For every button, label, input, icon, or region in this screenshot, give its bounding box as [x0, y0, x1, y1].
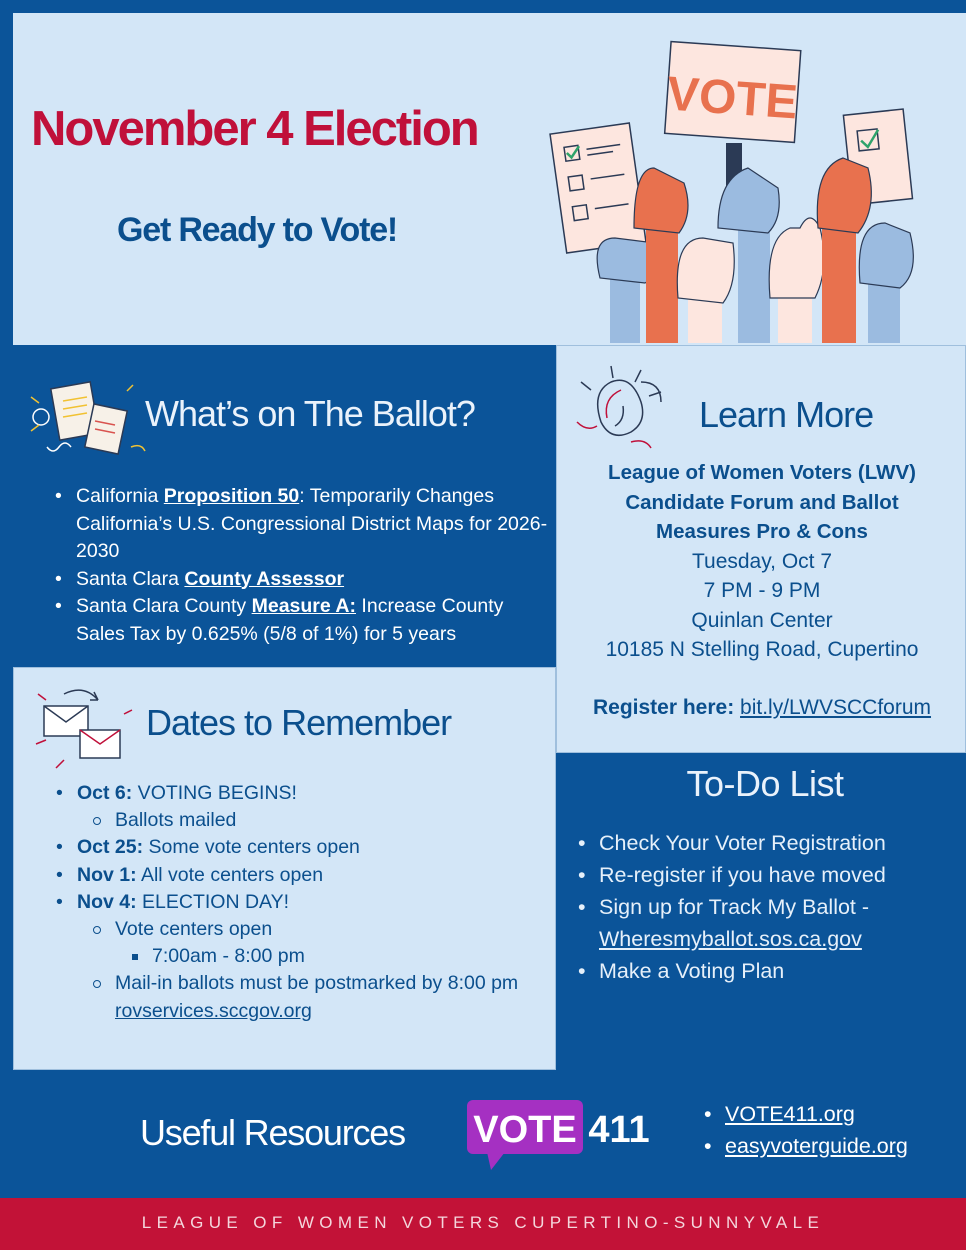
- vote411-logo[interactable]: [467, 1100, 657, 1175]
- todo-list: [574, 827, 964, 987]
- learn-more-heading: Learn More: [699, 394, 874, 435]
- resource-item-vote411: [700, 1098, 960, 1130]
- todo-item-check-registration: • Check Your Voter Registration: [574, 827, 964, 859]
- footer-bar: [0, 1198, 966, 1250]
- forum-venue: Quinlan Center: [691, 608, 833, 632]
- vote411-logo-number: 411: [588, 1109, 650, 1151]
- clapping-hands-icon: [571, 362, 671, 458]
- dates-heading: Dates to Remember: [146, 702, 452, 743]
- date-nov4-mail-in: Mail-in ballots must be postmarked by 8:00 pm rovservices.sccgov.org: [52, 970, 552, 1024]
- date-oct6-sub: Ballots mailed: [52, 807, 552, 834]
- county-assessor-link[interactable]: County Assessor: [184, 567, 345, 590]
- measure-a-link[interactable]: Measure A:: [251, 595, 357, 617]
- raised-hands-voting-illustration: [538, 28, 918, 343]
- page-title: November 4 Election: [31, 102, 478, 156]
- forum-address: 10185 N Stelling Road, Cupertino: [605, 638, 919, 661]
- date-nov4-vote-centers: Vote centers open: [52, 916, 552, 943]
- todo-item-reregister: • Re-register if you have moved: [574, 859, 964, 891]
- resources-heading: Useful Resources: [140, 1112, 405, 1153]
- vote411-link[interactable]: VOTE411.org: [725, 1102, 855, 1126]
- date-nov1: • Nov 1: All vote centers open: [52, 862, 552, 889]
- todo-heading: To-Do List: [686, 763, 844, 804]
- resources-list: [700, 1098, 960, 1162]
- ballot-section: [13, 345, 556, 667]
- forum-org-line2: Candidate Forum and Ballot: [625, 490, 899, 514]
- vote-sign-text: VOTE: [665, 67, 800, 130]
- ballot-items-list: [51, 483, 551, 648]
- ballot-item-measure-a: • Santa Clara County Measure A: Increase County Sales Tax by 0.625% (5/8 of 1%) for 5 years: [51, 593, 551, 648]
- ballot-item-assessor: • Santa Clara County Assessor: [51, 566, 551, 594]
- envelopes-icon: [34, 684, 134, 774]
- register-label: Register here:: [592, 696, 735, 719]
- forum-date: Tuesday, Oct 7: [691, 549, 833, 573]
- date-oct25: • Oct 25: Some vote centers open: [52, 834, 552, 861]
- learn-more-section: [556, 345, 966, 753]
- todo-item-voting-plan: • Make a Voting Plan: [574, 955, 964, 987]
- date-nov4: • Nov 4: ELECTION DAY!: [52, 889, 552, 916]
- easyvoterguide-link[interactable]: easyvoterguide.org: [725, 1134, 908, 1158]
- forum-time: 7 PM - 9 PM: [703, 579, 821, 602]
- footer-text: LEAGUE OF WOMEN VOTERS CUPERTINO-SUNNYVALE: [141, 1213, 825, 1232]
- date-oct6: • Oct 6: VOTING BEGINS!: [52, 780, 552, 807]
- ballot-item-prop50: • California Proposition 50: Temporarily Changes California’s U.S. Congressional District Maps for 2026-2030: [51, 483, 551, 566]
- resource-item-easyvoterguide: [700, 1130, 960, 1162]
- ballot-heading: What’s on The Ballot?: [145, 393, 475, 434]
- prop50-link[interactable]: Proposition 50: [163, 485, 300, 507]
- register-link[interactable]: bit.ly/LWVSCCforum: [740, 696, 932, 719]
- page-subtitle: Get Ready to Vote!: [117, 211, 398, 249]
- dates-list: [52, 780, 552, 1025]
- forum-org-line3: Measures Pro & Cons: [656, 520, 868, 543]
- forum-org-line1: League of Women Voters (LWV): [608, 461, 916, 484]
- wheresmyballot-link[interactable]: Wheresmyballot.sos.ca.gov: [599, 927, 862, 951]
- vote411-logo-word: VOTE: [473, 1109, 577, 1151]
- todo-item-track-ballot: • Sign up for Track My Ballot - Wheresmyballot.sos.ca.gov: [574, 891, 964, 955]
- date-nov4-hours: 7:00am - 8:00 pm: [52, 943, 552, 970]
- register-line: [557, 696, 966, 720]
- todo-section: [556, 753, 966, 1073]
- dates-section: [13, 667, 556, 1070]
- header-panel: [13, 13, 966, 345]
- forum-details: [557, 458, 966, 665]
- ballot-papers-icon: [27, 377, 149, 467]
- rov-services-link[interactable]: rovservices.sccgov.org: [115, 999, 312, 1022]
